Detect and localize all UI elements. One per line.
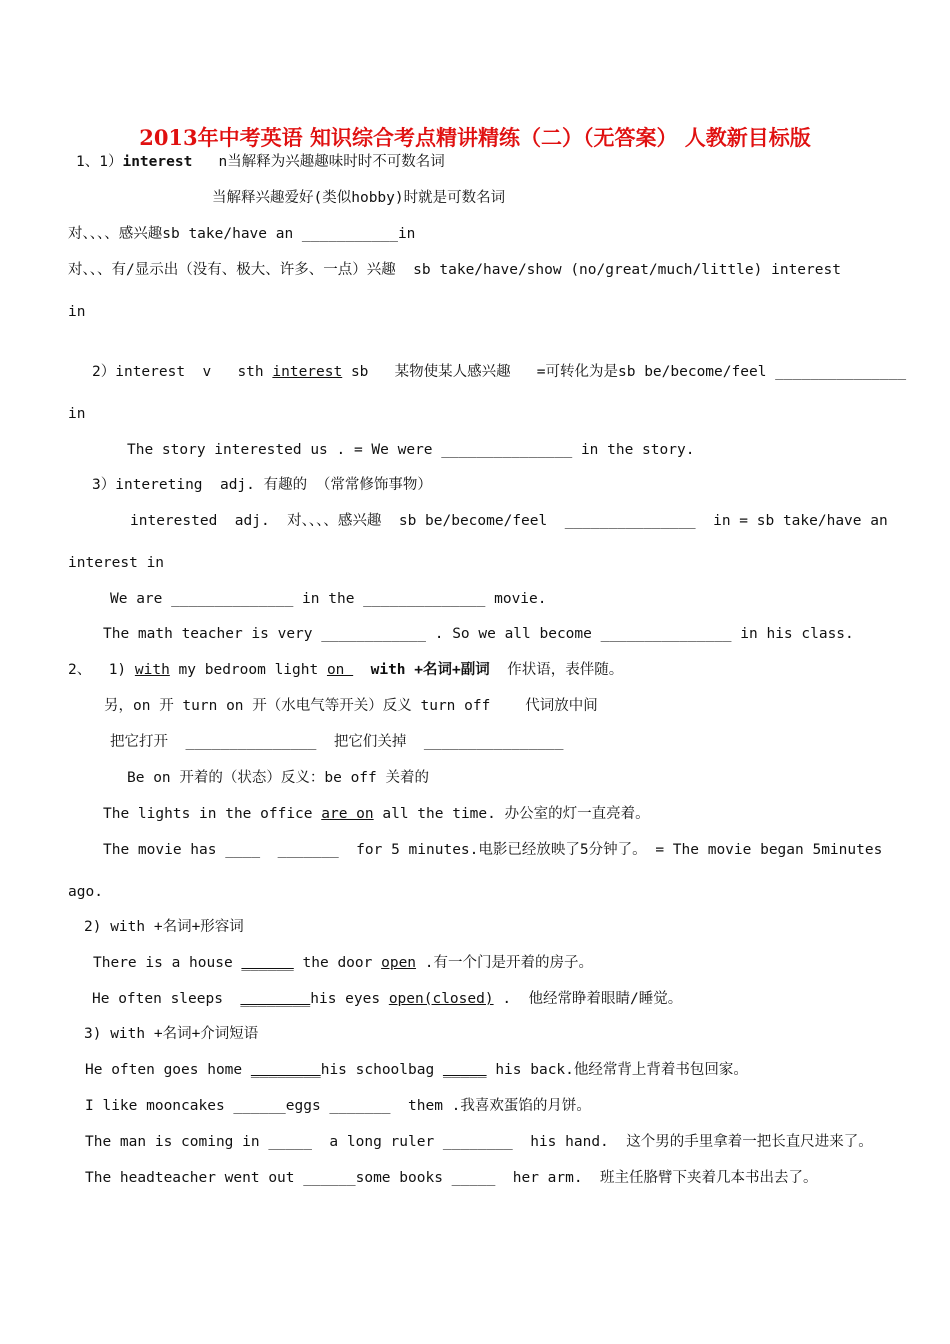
example-sentence: [93, 953, 593, 973]
item-line: 3) with +名词+介词短语: [84, 1026, 259, 1042]
example-sentence: The math teacher is very ____________ . So we all become _______________ in his class.: [103, 626, 854, 642]
document-title: 2013年中考英语 知识综合考点精讲精练（二）（无答案） 人教新目标版: [139, 125, 811, 150]
line-text: He often sleeps: [92, 991, 241, 1007]
line-text: 作状语，表伴随。: [489, 662, 624, 678]
definition-line: 当解释兴趣爱好(类似hobby)时就是可数名词: [212, 190, 506, 206]
item-line: [92, 362, 906, 382]
line-text: sb 某物使某人感兴趣 =可转化为是sb be/become/feel _______________: [342, 364, 907, 380]
item-number: 1、1）: [76, 154, 123, 170]
example-sentence: We are ______________ in the ______________ movie.: [110, 591, 547, 607]
line-text: 2）interest v sth: [92, 364, 273, 380]
line-text: . 他经常睁着眼睛/睡觉。: [493, 991, 683, 1007]
phrase-line: interest in: [68, 555, 165, 571]
underlined-word: are on: [321, 806, 374, 822]
line-text: There is a house: [93, 955, 242, 971]
example-sentence: [103, 804, 650, 824]
example-sentence: The headteacher went out ______some books _____ her arm. 班主任胳臂下夹着几本书出去了。: [85, 1170, 818, 1186]
underlined-word: on: [326, 662, 354, 678]
blank: ________: [250, 1062, 321, 1078]
line-text: .有一个门是开着的房子。: [416, 955, 593, 971]
item-line: 3）intereting adj. 有趣的 （常常修饰事物）: [92, 477, 432, 493]
definition-line: interested adj. 对、、、、感兴趣 sb be/become/feel _______________ in = sb take/have an: [130, 513, 888, 529]
structure-label: with +名词+副词: [353, 662, 490, 678]
phrase-line: 对、、、有/显示出（没有、极大、许多、一点）兴趣 sb take/have/show (no/great/much/little) interest: [68, 262, 841, 278]
item-2-line: [68, 660, 623, 680]
phrase-line: in: [68, 406, 86, 422]
underlined-word: with: [134, 662, 170, 678]
line-text: my bedroom light: [169, 662, 327, 678]
line-text: all the time. 办公室的灯一直亮着。: [373, 806, 650, 822]
example-sentence: The movie has ____ _______ for 5 minutes.电影已经放映了5分钟了。 = The movie began 5minutes: [103, 842, 883, 858]
phrase-line: 对、、、、感兴趣sb take/have an ___________in: [68, 226, 416, 242]
example-sentence: The man is coming in _____ a long ruler ________ his hand. 这个男的手里拿着一把长直尺进来了。: [85, 1134, 873, 1150]
example-sentence: [92, 989, 682, 1009]
example-sentence: [85, 1060, 748, 1080]
example-sentence: I like mooncakes ______eggs _______ them .我喜欢蛋馅的月饼。: [85, 1098, 591, 1114]
blank: ______: [241, 955, 294, 971]
line-text: The lights in the office: [103, 806, 322, 822]
line-text: the door: [293, 955, 382, 971]
item-line: 2) with +名词+形容词: [84, 919, 244, 935]
line-text: his schoolbag: [320, 1062, 443, 1078]
line-text: his eyes: [310, 991, 389, 1007]
phrase-line: in: [68, 304, 86, 320]
definition-text: n当解释为兴趣趣味时时不可数名词: [192, 154, 445, 170]
item-1-line: [76, 152, 445, 172]
underlined-word: open: [381, 955, 417, 971]
keyword-interest: interest: [122, 154, 193, 170]
blank: _____: [442, 1062, 487, 1078]
example-sentence: The story interested us . = We were _______________ in the story.: [127, 442, 695, 458]
underlined-word: interest: [272, 364, 343, 380]
line-text: his back.他经常背上背着书包回家。: [486, 1062, 748, 1078]
line-text: He often goes home: [85, 1062, 251, 1078]
exercise-line: 把它打开 _______________ 把它们关掉 ________________: [110, 734, 564, 750]
note-line: 另，on 开 turn on 开（水电气等开关）反义 turn off 代词放中间: [104, 698, 598, 714]
item-number: 2、 1): [68, 662, 135, 678]
note-line: Be on 开着的（状态）反义：be off 关着的: [127, 770, 429, 786]
blank: ________: [240, 991, 311, 1007]
phrase-line: ago.: [68, 884, 103, 900]
underlined-word: open(closed): [388, 991, 494, 1007]
